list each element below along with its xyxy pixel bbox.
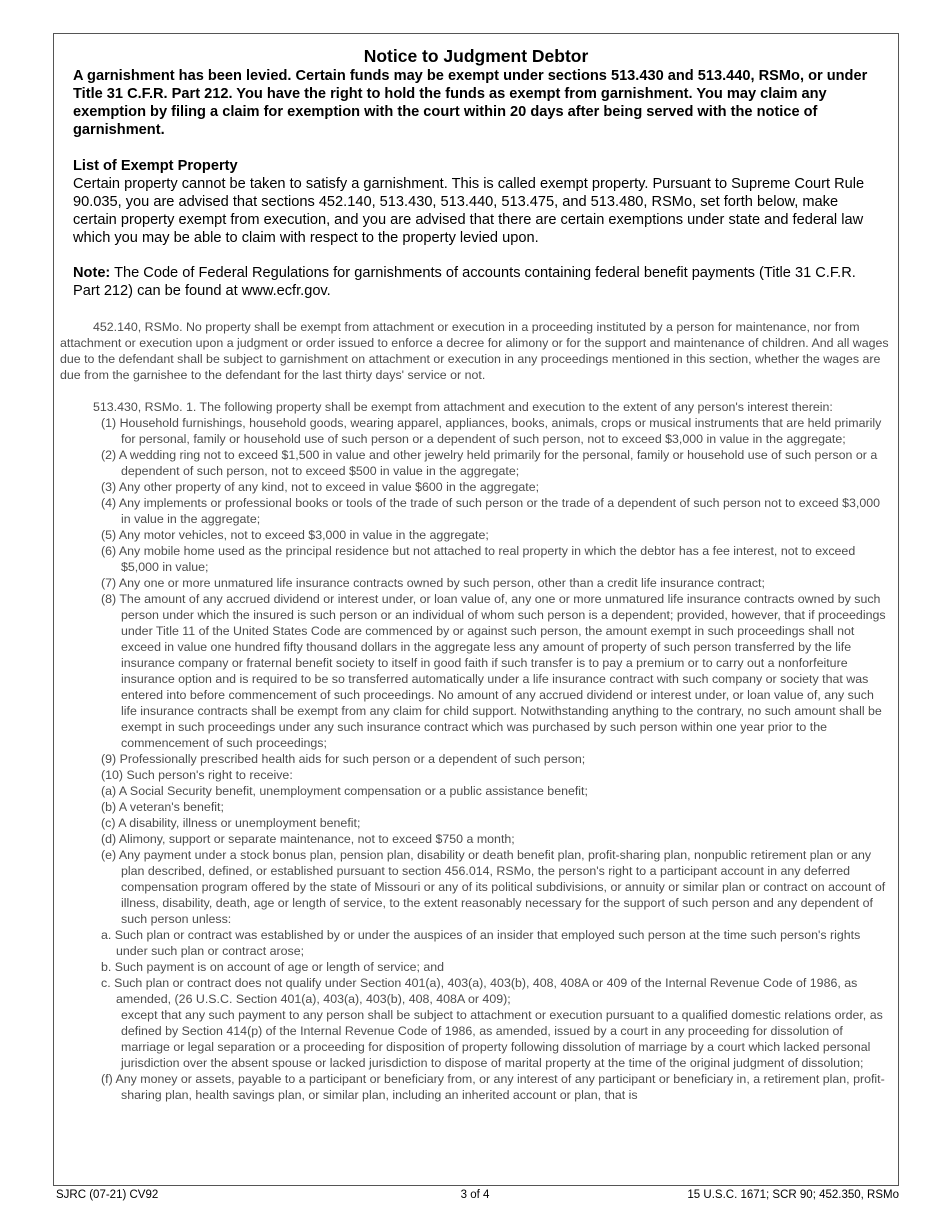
- exempt-item: (6) Any mobile home used as the principal residence but not attached to real property in which the debtor has a fee interest, not to exceed $5,000 in value;: [101, 544, 856, 574]
- exempt-item: (b) A veteran's benefit;: [101, 800, 224, 814]
- section-452-140: 452.140, RSMo. No property shall be exempt from attachment or execution in a proceeding instituted by a person for maintenance, nor from attachment or execution upon a judgment or order issued to enforce a decree for alimony or for the support and maintenance of children. And all wages due to the defendant shall be subject to garnishment on attachment or execution in any proceedings mentioned in this section, whether the wages are due from the garnishee to the defendant for the last thirty days' service or not.: [60, 320, 889, 382]
- exempt-item: (f) Any money or assets, payable to a participant or beneficiary from, or any interest of any participant or beneficiary in, a retirement plan, profit-sharing plan, health savings plan, or similar plan, including an inherited account or plan, that is: [101, 1072, 885, 1102]
- exempt-subitem: c. Such plan or contract does not qualify under Section 401(a), 403(a), 403(b), 408, 408A or 409 of the Internal Revenue Code of 1986, as amended, (26 U.S.C. Section 401(a), 403(a), 403(b), 408, 408A or 409);: [101, 976, 858, 1006]
- exempt-property-heading: List of Exempt Property: [73, 158, 238, 174]
- exempt-item: (a) A Social Security benefit, unemployment compensation or a public assistance benefit;: [101, 784, 588, 798]
- form-number: SJRC (07-21) CV92: [56, 1189, 159, 1201]
- note-label: Note:: [73, 265, 111, 281]
- notice-page-frame: [53, 33, 899, 1186]
- exempt-item: (4) Any implements or professional books or tools of the trade of such person or the trade of a dependent of such person not to exceed $3,000 in value in the aggregate;: [101, 496, 881, 526]
- exempt-item: (9) Professionally prescribed health aids for such person or a dependent of such person;: [101, 752, 586, 766]
- exempt-item: (8) The amount of any accrued dividend or interest under, or loan value of, any one or more unmatured life insurance contracts owned by such person under which the insured is such person or an individual of whom such person is a dependent; provided, however, that if proceedings under Title 11 of the United States Code are commenced by or against such person, the amount exempt in such proceedings shall not exceed in value one hundred fifty thousand dollars in the aggregate less any amount of property of such person transferred by the life insurance company or fraternal benefit society to itself in good faith if such transfer is to pay a premium or to carry out a nonforfeiture insurance option and is required to be so transferred automatically under a life insurance contract with such company or society that was entered into before commencement of such proceedings. No amount of any accrued dividend or interest under, or loan value of, any such life insurance contracts shall be exempt from any claim for child support. Notwithstanding anything to the contrary, no such amount shall be exempt in such proceedings under any such insurance contract which was purchased by such person within one year prior to the commencement of such proceedings;: [101, 592, 886, 750]
- page-number: 3 of 4: [460, 1189, 490, 1201]
- exempt-subitem: a. Such plan or contract was established by or under the auspices of an insider that employed such person at the time such person's rights under such plan or contract arose;: [101, 928, 861, 958]
- exempt-item: (2) A wedding ring not to exceed $1,500 in value and other jewelry held primarily for the personal, family or household use of such person or a dependent of such person, not to exceed $500 in value in the aggregate;: [101, 448, 878, 478]
- exempt-item: (c) A disability, illness or unemployment benefit;: [101, 816, 361, 830]
- note-text: The Code of Federal Regulations for garnishments of accounts containing federal benefit payments (Title 31 C.F.R. Part 212) can be found at www.ecfr.gov.: [73, 265, 856, 299]
- statute-reference: 15 U.S.C. 1671; SCR 90; 452.350, RSMo: [687, 1189, 899, 1201]
- qdro-exception: except that any such payment to any person shall be subject to attachment or execution pursuant to a qualified domestic relations order, as defined by Section 414(p) of the Internal Revenue Code of 1986, as amended, issued by a court in any proceeding for dissolution of marriage or legal separation or a proceeding for disposition of property following dissolution of marriage by a court which lacked personal jurisdiction over the absent spouse or lacked jurisdiction to dispose of marital property at the time of the original judgment of dissolution;: [121, 1008, 883, 1070]
- garnishment-intro: A garnishment has been levied. Certain funds may be exempt under sections 513.430 and 513.440, RSMo, or under Title 31 C.F.R. Part 212. You have the right to hold the funds as exempt from garnishment. You may claim any exemption by filing a claim for exemption with the court within 20 days after being served with the notice of garnishment.: [73, 68, 868, 138]
- exempt-item: (e) Any payment under a stock bonus plan, pension plan, disability or death benefit plan, profit-sharing plan, nonpublic retirement plan or any plan described, defined, or established pursuant to section 456.014, RSMo, the person's right to a participant account in any deferred compensation program offered by the state of Missouri or any of its political subdivisions, or annuity or similar plan or contract on account of illness, disability, death, age or length of service, to the extent reasonably necessary for the support of such person and any dependent of such person unless:: [101, 848, 886, 926]
- exempt-item: (10) Such person's right to receive:: [101, 768, 293, 782]
- exempt-item: (5) Any motor vehicles, not to exceed $3,000 in value in the aggregate;: [101, 528, 489, 542]
- exempt-subitem: b. Such payment is on account of age or length of service; and: [101, 960, 445, 974]
- exempt-item: (7) Any one or more unmatured life insurance contracts owned by such person, other than a credit life insurance contract;: [101, 576, 765, 590]
- exempt-property-body: Certain property cannot be taken to satisfy a garnishment. This is called exempt property. Pursuant to Supreme Court Rule 90.035, you are advised that sections 452.140, 513.430, 513.440, 513.475, and 513.480, RSMo, set forth below, make certain property exempt from execution, and you are advised that there are certain exemptions under state and federal law which you may be able to claim with respect to the property levied upon.: [73, 176, 865, 246]
- exempt-item: (3) Any other property of any kind, not to exceed in value $600 in the aggregate;: [101, 480, 540, 494]
- section-513-430-intro: 513.430, RSMo. 1. The following property shall be exempt from attachment and execution to the extent of any person's interest therein:: [93, 400, 833, 414]
- statute-text: [60, 319, 890, 1103]
- exempt-item: (d) Alimony, support or separate maintenance, not to exceed $750 a month;: [101, 832, 515, 846]
- cfr-note: [73, 264, 873, 300]
- exempt-item: (1) Household furnishings, household goods, wearing apparel, appliances, books, animals, crops or musical instruments that are held primarily for personal, family or household use of such person or a dependent of such person, not to exceed $3,000 in value in the aggregate;: [101, 416, 882, 446]
- page-title: Notice to Judgment Debtor: [363, 46, 589, 66]
